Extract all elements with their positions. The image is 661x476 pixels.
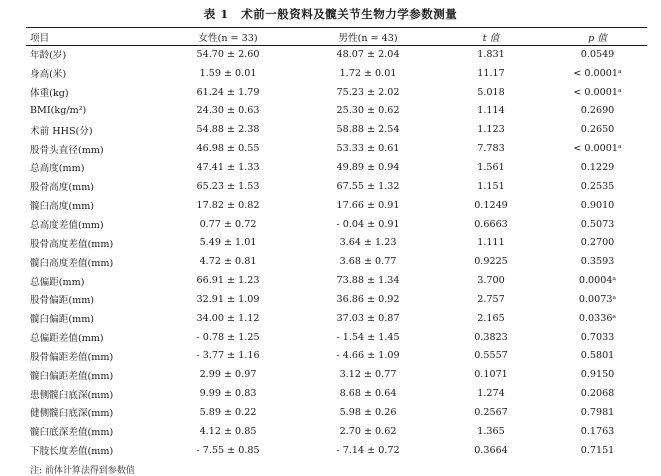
- table-row: [26, 271, 651, 290]
- cell-item: 身高(米): [30, 69, 67, 81]
- cell-male: 67.55 ± 1.32: [336, 180, 400, 192]
- cell-female: 24.30 ± 0.63: [196, 105, 260, 117]
- cell-p-value: 0.2068: [580, 388, 615, 400]
- cell-item: 股骨头直径(mm): [30, 144, 104, 156]
- cell-male: 1.72 ± 0.01: [339, 67, 397, 79]
- cell-male: 2.70 ± 0.62: [339, 425, 397, 437]
- cell-item: 年龄(岁): [30, 50, 67, 62]
- cell-female: 0.77 ± 0.72: [199, 218, 257, 230]
- cell-male: 3.64 ± 1.23: [339, 237, 397, 249]
- cell-female: 5.49 ± 1.01: [199, 237, 257, 249]
- cell-item: BMI(kg/m²): [30, 105, 87, 117]
- cell-female: 34.00 ± 1.12: [196, 312, 260, 324]
- cell-male: 53.33 ± 0.61: [336, 143, 400, 155]
- cell-male: 73.88 ± 1.34: [336, 275, 400, 287]
- cell-female: 17.82 ± 0.82: [196, 199, 260, 211]
- cell-male: 3.12 ± 0.77: [339, 369, 397, 381]
- cell-p-value: < 0.0001ᵃ: [573, 67, 622, 79]
- table-row: [26, 328, 651, 347]
- table-caption: [0, 6, 661, 22]
- table-row: [26, 441, 651, 460]
- table-row: [26, 290, 651, 309]
- cell-item: 髋臼偏距差值(mm): [30, 370, 114, 382]
- cell-item: 下肢长度差值(mm): [30, 446, 114, 458]
- table-row: [26, 102, 651, 121]
- cell-t-value: 1.561: [477, 161, 505, 173]
- table-row: [26, 215, 651, 234]
- cell-p-value: 0.0073ᵃ: [578, 293, 617, 305]
- cell-male: - 1.54 ± 1.45: [336, 331, 400, 343]
- cell-p-value: 0.0336ᵃ: [578, 312, 617, 324]
- cell-female: 9.99 ± 0.83: [199, 388, 257, 400]
- cell-t-value: 2.165: [477, 312, 505, 324]
- cell-t-value: 0.6663: [474, 218, 508, 230]
- cell-female: 4.12 ± 0.85: [199, 425, 257, 437]
- cell-t-value: 1.123: [477, 124, 505, 136]
- cell-p-value: 0.1229: [580, 161, 615, 173]
- cell-female: 1.59 ± 0.01: [199, 67, 257, 79]
- cell-male: - 7.14 ± 0.72: [336, 444, 400, 456]
- cell-p-value: 0.1763: [580, 425, 615, 437]
- cell-item: 总高度差值(mm): [30, 220, 104, 232]
- cell-female: 54.70 ± 2.60: [196, 48, 260, 60]
- cell-t-value: 1.151: [477, 180, 505, 192]
- table-title: 术前一般资料及髋关节生物力学参数测量: [241, 7, 458, 21]
- cell-t-value: 0.9225: [474, 256, 508, 268]
- cell-p-value: 0.2700: [580, 237, 615, 249]
- cell-t-value: 11.17: [477, 67, 505, 79]
- cell-p-value: 0.9150: [580, 369, 615, 381]
- cell-male: 36.86 ± 0.92: [336, 293, 400, 305]
- cell-male: - 4.66 ± 1.09: [336, 350, 400, 362]
- cell-item: 患侧髋臼底深(mm): [30, 389, 114, 401]
- table-row: [26, 64, 651, 83]
- cell-female: 46.98 ± 0.55: [196, 143, 260, 155]
- cell-item: 髋臼高度差值(mm): [30, 257, 114, 269]
- table-row: [26, 309, 651, 328]
- cell-item: 总偏距(mm): [30, 276, 85, 288]
- cell-male: 49.89 ± 0.94: [336, 161, 400, 173]
- cell-male: 5.98 ± 0.26: [339, 406, 397, 418]
- table-row: [26, 158, 651, 177]
- cell-t-value: 0.3664: [474, 444, 508, 456]
- cell-male: - 0.04 ± 0.91: [336, 218, 400, 230]
- cell-p-value: 0.5073: [580, 218, 615, 230]
- cell-p-value: 0.2650: [580, 124, 615, 136]
- cell-p-value: 0.7151: [580, 444, 615, 456]
- cell-p-value: 0.2690: [580, 105, 615, 117]
- cell-t-value: 0.3823: [474, 331, 508, 343]
- cell-t-value: 0.1071: [474, 369, 508, 381]
- cell-t-value: 2.757: [477, 293, 505, 305]
- data-table: [26, 28, 651, 460]
- cell-p-value: 0.5801: [580, 350, 615, 362]
- cell-p-value: 0.3593: [580, 256, 615, 268]
- cell-t-value: 3.700: [477, 275, 505, 287]
- cell-item: 总偏距差值(mm): [30, 333, 104, 345]
- cell-item: 总高度(mm): [30, 163, 85, 175]
- table-header-row: [26, 28, 651, 45]
- cell-p-value: 0.7033: [580, 331, 615, 343]
- cell-item: 髋臼底深差值(mm): [30, 427, 114, 439]
- table-row: [26, 347, 651, 366]
- header-t-value: t 值: [482, 32, 500, 44]
- cell-female: 32.91 ± 1.09: [196, 293, 260, 305]
- cell-item: 术前 HHS(分): [30, 125, 93, 137]
- cell-t-value: 1.831: [477, 48, 505, 60]
- cell-female: - 0.78 ± 1.25: [196, 331, 260, 343]
- header-p-value: p 值: [588, 32, 607, 44]
- cell-female: 5.89 ± 0.22: [199, 406, 257, 418]
- cell-t-value: 1.111: [477, 237, 505, 249]
- header-female: 女性(n = 33): [198, 32, 258, 44]
- table-row: [26, 252, 651, 271]
- table-label: 表 1: [203, 7, 229, 21]
- cell-p-value: 0.9010: [580, 199, 615, 211]
- cell-p-value: 0.7981: [580, 406, 615, 418]
- header-male: 男性(n = 43): [338, 32, 398, 44]
- cell-item: 股骨高度(mm): [30, 182, 95, 194]
- cell-t-value: 0.1249: [474, 199, 508, 211]
- table-row: [26, 422, 651, 441]
- cell-p-value: < 0.0001ᵃ: [573, 86, 622, 98]
- cell-t-value: 0.5557: [474, 350, 508, 362]
- cell-female: - 7.55 ± 0.85: [196, 444, 260, 456]
- table-row: [26, 384, 651, 403]
- cell-male: 3.68 ± 0.77: [339, 256, 397, 268]
- table-row: [26, 83, 651, 102]
- cell-male: 37.03 ± 0.87: [336, 312, 400, 324]
- table-row: [26, 365, 651, 384]
- cell-item: 髋臼高度(mm): [30, 201, 95, 213]
- cell-female: 47.41 ± 1.33: [196, 161, 260, 173]
- table-row: [26, 45, 651, 64]
- cell-p-value: 0.2535: [580, 180, 615, 192]
- cell-item: 髋臼偏距(mm): [30, 314, 95, 326]
- cell-t-value: 1.114: [477, 105, 505, 117]
- cell-item: 体重(kg): [30, 88, 69, 100]
- cell-female: 66.91 ± 1.23: [196, 275, 260, 287]
- cell-p-value: < 0.0001ᵃ: [573, 143, 622, 155]
- cell-item: 股骨偏距差值(mm): [30, 351, 114, 363]
- table-row: [26, 177, 651, 196]
- cell-female: 54.88 ± 2.38: [196, 124, 260, 136]
- cell-male: 75.23 ± 2.02: [336, 86, 400, 98]
- cell-p-value: 0.0549: [580, 48, 615, 60]
- table-row: [26, 233, 651, 252]
- table-footnote: 注: 前体计算法得到参数值: [30, 466, 135, 476]
- cell-item: 股骨偏距(mm): [30, 295, 95, 307]
- header-item: 项目: [30, 32, 50, 44]
- cell-female: 4.72 ± 0.81: [199, 256, 257, 268]
- cell-female: 2.99 ± 0.97: [199, 369, 257, 381]
- table-row: [26, 120, 651, 139]
- cell-male: 8.68 ± 0.64: [339, 388, 397, 400]
- cell-male: 48.07 ± 2.04: [336, 48, 400, 60]
- cell-female: 61.24 ± 1.79: [196, 86, 260, 98]
- cell-female: - 3.77 ± 1.16: [196, 350, 260, 362]
- cell-t-value: 5.018: [477, 86, 505, 98]
- table-row: [26, 139, 651, 158]
- cell-male: 58.88 ± 2.54: [336, 124, 400, 136]
- cell-t-value: 0.2567: [474, 406, 508, 418]
- cell-t-value: 1.274: [477, 388, 505, 400]
- table-row: [26, 403, 651, 422]
- cell-item: 健侧髋臼底深(mm): [30, 408, 114, 420]
- cell-p-value: 0.0004ᵃ: [578, 275, 617, 287]
- cell-item: 股骨高度差值(mm): [30, 238, 114, 250]
- cell-male: 25.30 ± 0.62: [336, 105, 400, 117]
- cell-t-value: 7.783: [477, 143, 505, 155]
- cell-t-value: 1.365: [477, 425, 505, 437]
- cell-male: 17.66 ± 0.91: [336, 199, 400, 211]
- cell-female: 65.23 ± 1.53: [196, 180, 260, 192]
- table-body: [26, 45, 651, 460]
- table-row: [26, 196, 651, 215]
